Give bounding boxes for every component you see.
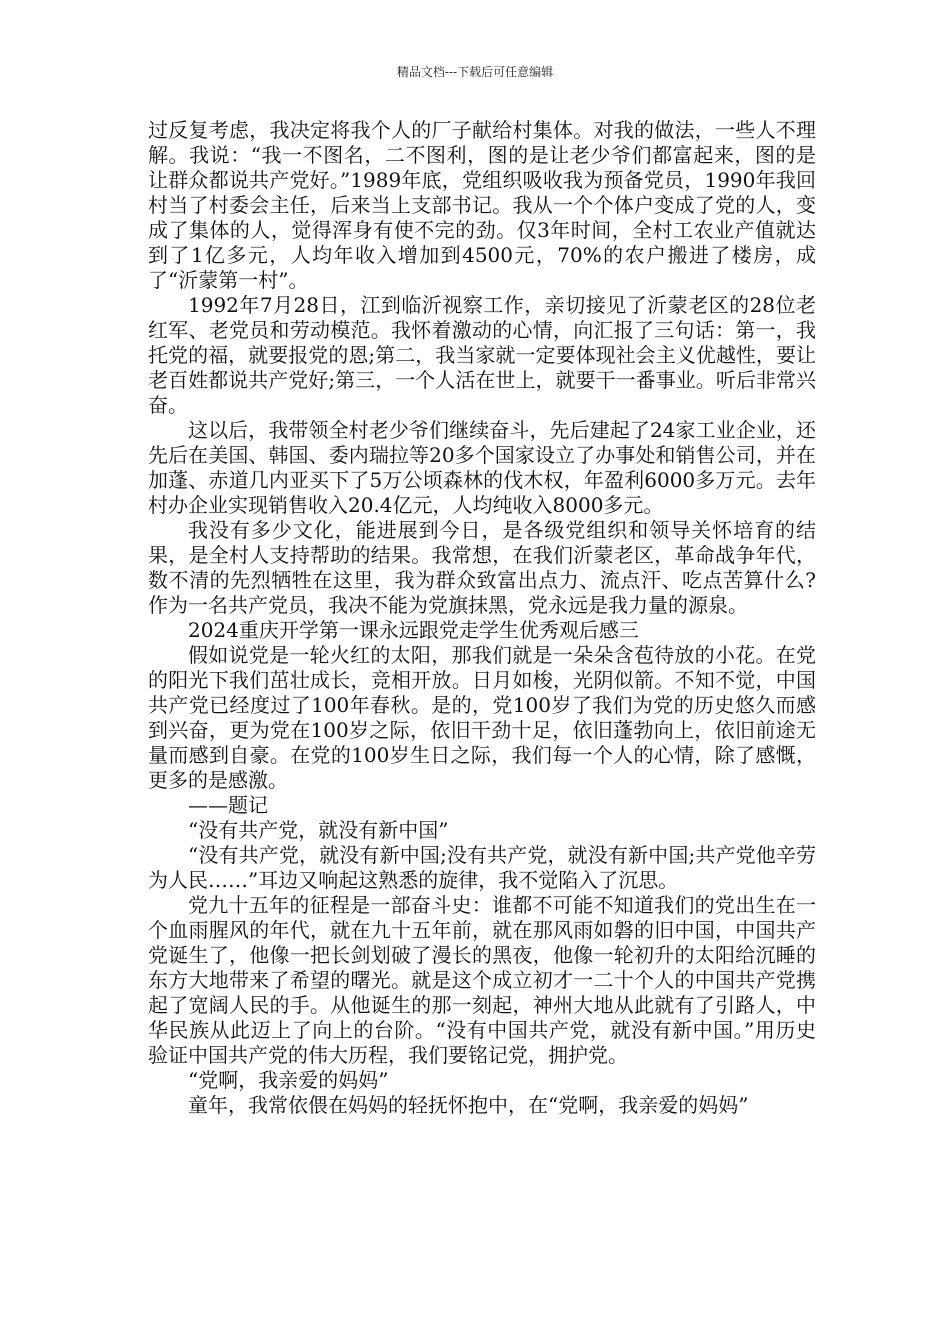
- paragraph-2: 1992年7月28日，江到临沂视察工作，亲切接见了沂蒙老区的28位老红军、老党员和劳动模范。我怀着激动的心情，向汇报了三句话：第一，我托党的福，就要报党的恩;第二，我当家就一定要体现社会主义优越性，要让老百姓都说共产党好;第三，一个人活在世上，就要干一番事业。听后非常兴奋。: [148, 293, 816, 417]
- paragraph-4: 我没有多少文化，能进展到今日，是各级党组织和领导关怀培育的结果，是全村人支持帮助的结果。我常想，在我们沂蒙老区，革命战争年代，数不清的先烈牺牲在这里，我为群众致富出点力、流点汗、吃点苦算什么?作为一名共产党员，我决不能为党旗抹黑，党永远是我力量的源泉。: [148, 518, 816, 617]
- epigraph-label: ——题记: [188, 793, 268, 817]
- section-title: 2024重庆开学第一课永远跟党走学生优秀观后感三: [188, 618, 639, 642]
- paragraph-1: 过反复考虑，我决定将我个人的厂子献给村集体。对我的做法，一些人不理解。我说：“我一不图名，二不图利，图的是让老少爷们都富起来，图的是让群众都说共产党好。”1989年底，党组织吸收我为预备党员，1990年我回村当了村委会主任，后来当上支部书记。我从一个个体户变成了党的人，变成了集体的人，觉得浑身有使不完的劲。仅3年时间，全村工农业产值就达到了1亿多元，人均年收入增加到4500元，70%的农户搬进了楼房，成了“沂蒙第一村”。: [148, 118, 816, 292]
- document-body: [148, 118, 816, 1118]
- subheading-2: “党啊，我亲爱的妈妈”: [188, 1068, 389, 1092]
- page-header: 精品文档---下载后可任意编辑: [396, 65, 554, 79]
- paragraph-8: 童年，我常依偎在妈妈的轻抚怀抱中，在“党啊，我亲爱的妈妈”: [188, 1093, 749, 1117]
- paragraph-5: 假如说党是一轮火红的太阳，那我们就是一朵朵含苞待放的小花。在党的阳光下我们茁壮成长，竞相开放。日月如梭，光阴似箭。不知不觉，中国共产党已经度过了100年春秋。是的，党100岁了我们为党的历史悠久而感到兴奋，更为党在100岁之际，依旧干劲十足，依旧蓬勃向上，依旧前途无量而感到自豪。在党的100岁生日之际，我们每一个人的心情，除了感慨，更多的是感激。: [148, 643, 816, 792]
- paragraph-7: 党九十五年的征程是一部奋斗史：谁都不可能不知道我们的党出生在一个血雨腥风的年代，就在九十五年前，就在那风雨如磐的旧中国，中国共产党诞生了，他像一把长剑划破了漫长的黑夜，他像一轮初升的太阳给沉睡的东方大地带来了希望的曙光。就是这个成立初才一二十个人的中国共产党携起了宽阔人民的手。从他诞生的那一刻起，神州大地从此就有了引路人，中华民族从此迈上了向上的台阶。“没有中国共产党，就没有新中国。”用历史验证中国共产党的伟大历程，我们要铭记党，拥护党。: [148, 893, 816, 1067]
- subheading-1: “没有共产党，就没有新中国”: [188, 818, 449, 842]
- paragraph-3: 这以后，我带领全村老少爷们继续奋斗，先后建起了24家工业企业，还先后在美国、韩国、委内瑞拉等20多个国家设立了办事处和销售公司，并在加蓬、赤道几内亚买下了5万公顷森林的伐木权，年盈利6000多万元。去年村办企业实现销售收入20.4亿元，人均纯收入8000多元。: [148, 418, 816, 517]
- paragraph-6: “没有共产党，就没有新中国;没有共产党，就没有新中国;共产党他辛劳为人民……”耳边又响起这熟悉的旋律，我不觉陷入了沉思。: [148, 843, 816, 892]
